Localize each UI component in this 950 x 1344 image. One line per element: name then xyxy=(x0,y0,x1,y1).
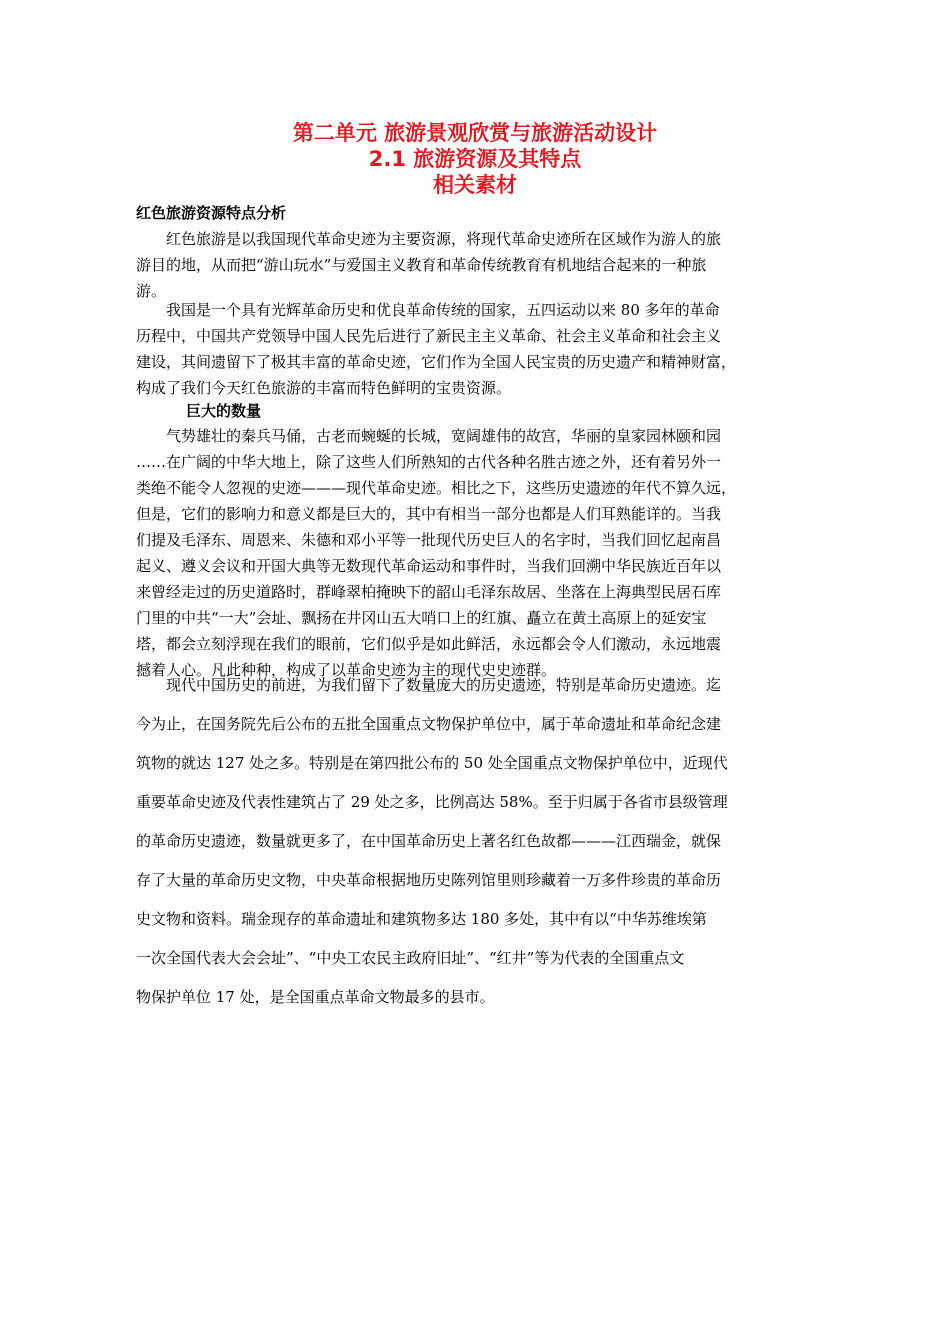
paragraph-line: 现代中国历史的前进，为我们留下了数量庞大的历史遗迹，特别是革命历史遗迹。迄 xyxy=(136,676,722,694)
paragraph-line: 我国是一个具有光辉革命历史和优良革命传统的国家，五四运动以来 80 多年的革命 xyxy=(136,301,720,319)
paragraph-line: 重要革命史迹及代表性建筑占了 29 处之多，比例高达 58%。至于归属于各省市县级管理 xyxy=(136,793,728,811)
paragraph-line: 起义、遵义会议和开国大典等无数现代革命运动和事件时，当我们回溯中华民族近百年以 xyxy=(136,557,722,575)
paragraph-line: 今为止，在国务院先后公布的五批全国重点文物保护单位中，属于革命遗址和革命纪念建 xyxy=(136,715,722,733)
paragraph-line: 一次全国代表大会会址”、“中央工农民主政府旧址”、“红井”等为代表的全国重点文 xyxy=(136,949,685,967)
paragraph-line: 红色旅游是以我国现代革命史迹为主要资源，将现代革命史迹所在区域作为游人的旅 xyxy=(136,230,722,248)
paragraph-1 xyxy=(136,226,818,304)
paragraph-line: 类绝不能令人忽视的史迹———现代革命史迹。相比之下，这些历史遗迹的年代不算久远， xyxy=(136,479,737,497)
paragraph-3 xyxy=(136,423,818,683)
paragraph-line: 建设，其间遗留下了极其丰富的革命史迹，它们作为全国人民宝贵的历史遗产和精神财富， xyxy=(136,353,737,371)
lesson-title: 2.1 旅游资源及其特点 xyxy=(368,147,582,171)
paragraph-line: 史文物和资料。瑞金现存的革命遗址和建筑物多达 180 多处，其中有以“中华苏维埃第 xyxy=(136,910,707,928)
paragraph-line: 的革命历史遗迹，数量就更多了，在中国革命历史上著名红色故都———江西瑞金，就保 xyxy=(136,832,722,850)
paragraph-line: 门里的中共“一大”会址、飘扬在井冈山五大哨口上的红旗、矗立在黄土高原上的延安宝 xyxy=(136,609,707,627)
paragraph-line: 游目的地，从而把“游山玩水”与爱国主义教育和革命传统教育有机地结合起来的一种旅 xyxy=(136,256,707,274)
section-heading: 红色旅游资源特点分析 xyxy=(136,204,287,222)
sub-heading: 巨大的数量 xyxy=(186,402,262,420)
paragraph-line: 物保护单位 17 处，是全国重点革命文物最多的县市。 xyxy=(136,988,495,1006)
paragraph-line: 但是，它们的影响力和意义都是巨大的，其中有相当一部分也都是人们耳熟能详的。当我 xyxy=(136,505,722,523)
paragraph-line: 气势雄壮的秦兵马俑，古老而蜿蜒的长城，宽阔雄伟的故宫，华丽的皇家园林颐和园 xyxy=(136,427,722,445)
paragraph-line: 们提及毛泽东、周恩来、朱德和邓小平等一批现代历史巨人的名字时，当我们回忆起南昌 xyxy=(136,531,722,549)
paragraph-line: 来曾经走过的历史道路时，群峰翠柏掩映下的韶山毛泽东故居、坐落在上海典型民居石库 xyxy=(136,583,722,601)
unit-title: 第二单元 旅游景观欣赏与旅游活动设计 xyxy=(292,121,658,145)
paragraph-2 xyxy=(136,297,818,401)
paragraph-line: 存了大量的革命历史文物，中央革命根据地历史陈列馆里则珍藏着一万多件珍贵的革命历 xyxy=(136,871,722,889)
paragraph-line: ……在广阔的中华大地上，除了这些人们所熟知的古代各种名胜古迹之外，还有着另外一 xyxy=(136,453,722,471)
paragraph-line: 构成了我们今天红色旅游的丰富而特色鲜明的宝贵资源。 xyxy=(136,379,512,397)
title-block xyxy=(0,120,950,198)
paragraph-line: 筑物的就达 127 处之多。特别是在第四批公布的 50 处全国重点文物保护单位中，近现代 xyxy=(136,754,728,772)
paragraph-line: 塔，都会立刻浮现在我们的眼前，它们似乎是如此鲜活，永远都会令人们激动，永远地震 xyxy=(136,635,722,653)
paragraph-line: 游。 xyxy=(136,282,167,300)
paragraph-line: 历程中，中国共产党领导中国人民先后进行了新民主主义革命、社会主义革命和社会主义 xyxy=(136,327,722,345)
material-title: 相关素材 xyxy=(433,173,517,197)
paragraph-4 xyxy=(136,672,818,1023)
paragraph-line: 撼着人心。凡此种种，构成了以革命史迹为主的现代史史迹群。 xyxy=(136,661,557,679)
